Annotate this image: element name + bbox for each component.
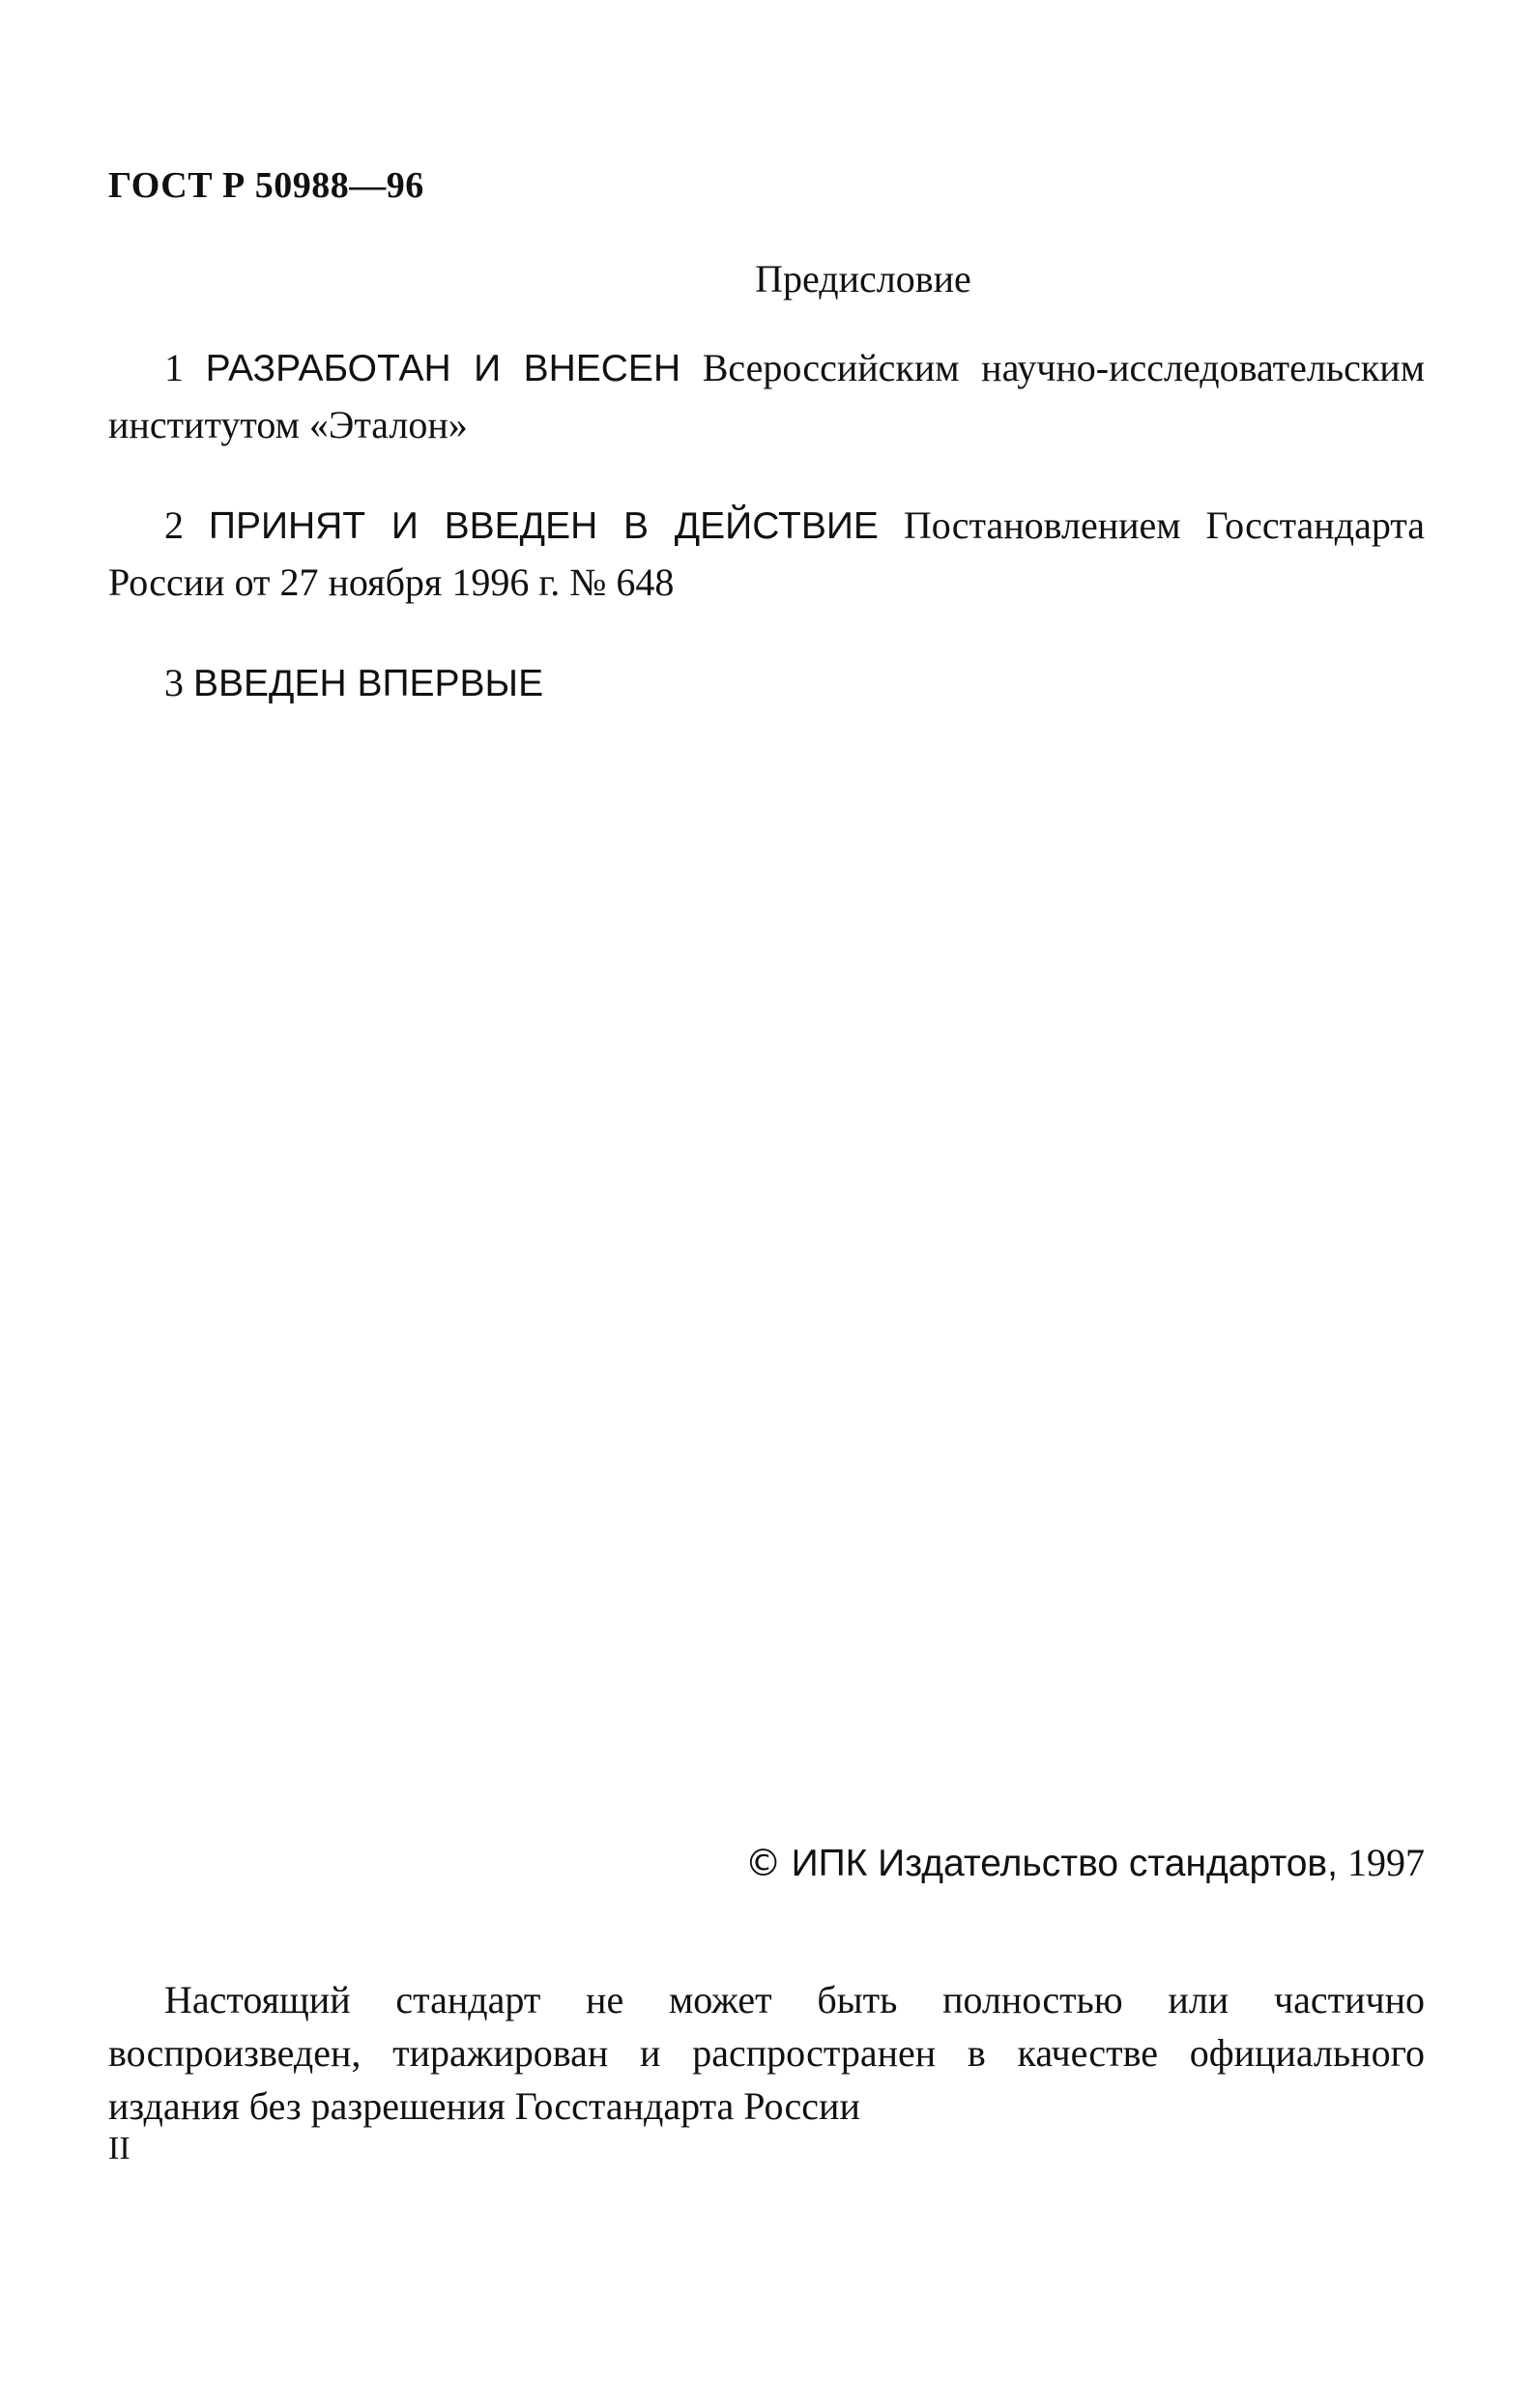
item-text: Постановлением Госстандарта России от 27 ноября 1996 г. № 648 [108,503,1426,604]
reproduction-notice: Настоящий стандарт не может быть полностью или частично воспроизведен, тиражирован и распространен в качестве официального издания без разрешения Госстандарта России [108,1978,1425,2128]
item-number: 3 [164,661,184,704]
foreword-title: Предисловие [755,257,971,301]
foreword-item-1 [108,340,1425,453]
item-lead: РАЗРАБОТАН И ВНЕСЕН [205,348,681,389]
item-text: Всероссийским научно-исследовательским институтом «Эталон» [108,346,1426,446]
copyright-publisher: ИПК Издательство стандартов, [791,1843,1338,1884]
foreword-item-2 [108,498,1425,611]
copyright-symbol: © [744,1842,782,1884]
item-number: 2 [164,503,184,547]
item-number: 1 [164,346,184,389]
page-number: II [108,2131,130,2166]
foreword-items [108,340,1425,757]
foreword-item-3 [108,655,1425,712]
item-lead: ПРИНЯТ И ВВЕДЕН В ДЕЙСТВИЕ [208,505,879,547]
copyright-year: 1997 [1347,1841,1425,1884]
document-code: ГОСТ Р 50988—96 [108,165,424,206]
item-lead: ВВЕДЕН ВПЕРВЫЕ [193,663,544,704]
copyright-line [108,1840,1425,1885]
